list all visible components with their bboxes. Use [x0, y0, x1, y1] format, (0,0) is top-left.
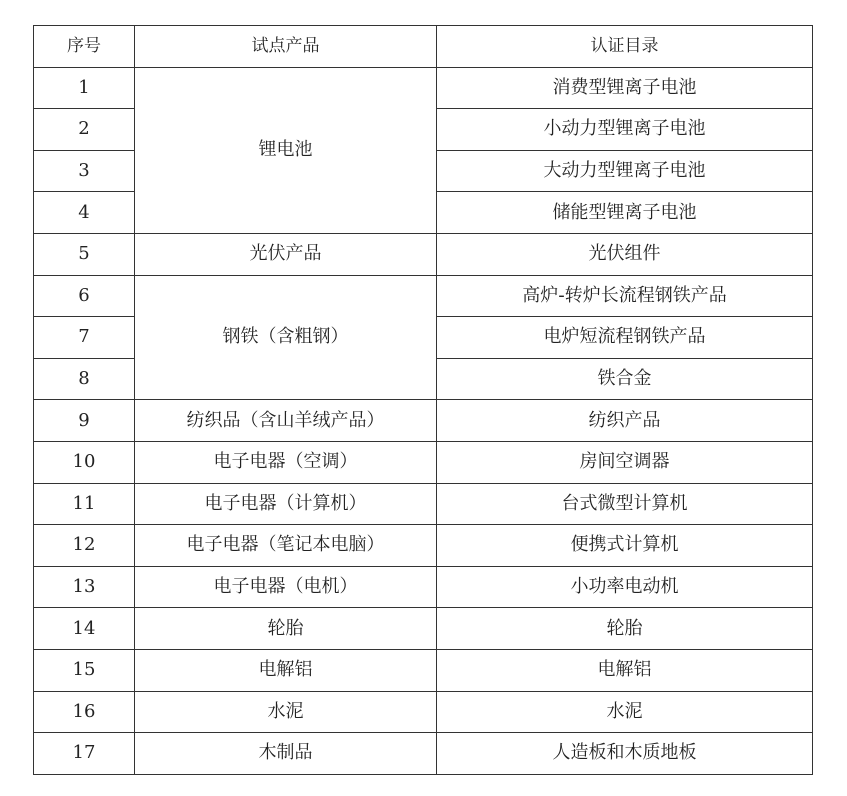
- table-row: [34, 525, 813, 567]
- row-number: 16: [34, 691, 135, 733]
- product-cell: 电子电器（计算机）: [135, 483, 437, 525]
- row-number: 10: [34, 441, 135, 483]
- table-header-row: [34, 26, 813, 68]
- product-cell: 电解铝: [135, 649, 437, 691]
- catalog-cell: 房间空调器: [437, 441, 813, 483]
- catalog-cell: 小动力型锂离子电池: [437, 109, 813, 151]
- catalog-cell: 电炉短流程钢铁产品: [437, 317, 813, 359]
- header-serial-number: 序号: [34, 26, 135, 68]
- catalog-cell: 台式微型计算机: [437, 483, 813, 525]
- row-number: 7: [34, 317, 135, 359]
- row-number: 8: [34, 358, 135, 400]
- catalog-cell: 电解铝: [437, 649, 813, 691]
- pilot-products-table: [33, 25, 813, 775]
- table-row: [34, 608, 813, 650]
- row-number: 11: [34, 483, 135, 525]
- catalog-cell: 便携式计算机: [437, 525, 813, 567]
- table-row: [34, 691, 813, 733]
- table-row: [34, 733, 813, 775]
- row-number: 17: [34, 733, 135, 775]
- table-row: [34, 483, 813, 525]
- product-cell: 锂电池: [135, 67, 437, 233]
- catalog-cell: 大动力型锂离子电池: [437, 150, 813, 192]
- row-number: 15: [34, 649, 135, 691]
- product-cell: 电子电器（电机）: [135, 566, 437, 608]
- table-row: [34, 441, 813, 483]
- product-cell: 轮胎: [135, 608, 437, 650]
- catalog-cell: 高炉-转炉长流程钢铁产品: [437, 275, 813, 317]
- row-number: 5: [34, 233, 135, 275]
- product-cell: 纺织品（含山羊绒产品）: [135, 400, 437, 442]
- catalog-cell: 消费型锂离子电池: [437, 67, 813, 109]
- row-number: 1: [34, 67, 135, 109]
- table-row: [34, 566, 813, 608]
- row-number: 4: [34, 192, 135, 234]
- catalog-cell: 人造板和木质地板: [437, 733, 813, 775]
- table-row: [34, 400, 813, 442]
- product-cell: 电子电器（空调）: [135, 441, 437, 483]
- table-row: [34, 67, 813, 109]
- catalog-cell: 纺织产品: [437, 400, 813, 442]
- catalog-cell: 水泥: [437, 691, 813, 733]
- product-cell: 水泥: [135, 691, 437, 733]
- row-number: 13: [34, 566, 135, 608]
- table-row: [34, 275, 813, 317]
- product-cell: 电子电器（笔记本电脑）: [135, 525, 437, 567]
- row-number: 14: [34, 608, 135, 650]
- catalog-cell: 小功率电动机: [437, 566, 813, 608]
- table-row: [34, 649, 813, 691]
- catalog-cell: 轮胎: [437, 608, 813, 650]
- catalog-cell: 光伏组件: [437, 233, 813, 275]
- product-cell: 木制品: [135, 733, 437, 775]
- row-number: 2: [34, 109, 135, 151]
- product-cell: 钢铁（含粗钢）: [135, 275, 437, 400]
- row-number: 3: [34, 150, 135, 192]
- table-row: [34, 233, 813, 275]
- row-number: 9: [34, 400, 135, 442]
- product-cell: 光伏产品: [135, 233, 437, 275]
- catalog-cell: 铁合金: [437, 358, 813, 400]
- header-certification-catalog: 认证目录: [437, 26, 813, 68]
- row-number: 6: [34, 275, 135, 317]
- row-number: 12: [34, 525, 135, 567]
- catalog-cell: 储能型锂离子电池: [437, 192, 813, 234]
- header-pilot-product: 试点产品: [135, 26, 437, 68]
